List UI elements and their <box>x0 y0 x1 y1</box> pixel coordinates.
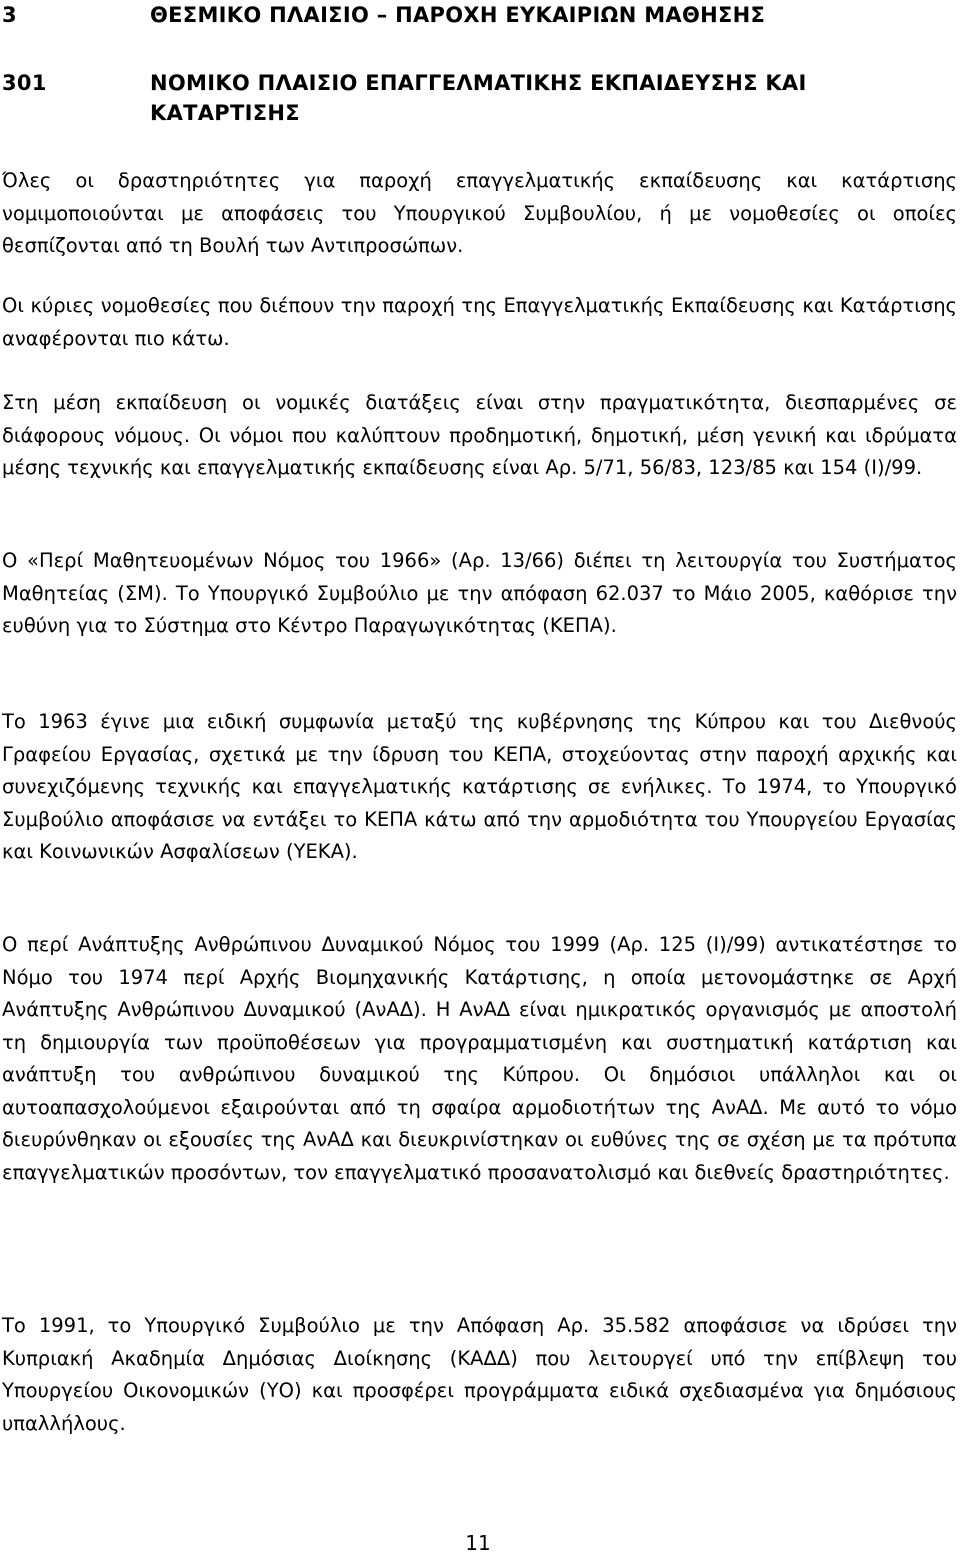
paragraph-legal-framework: Όλες οι δραστηριότητες για παροχή επαγγελματικής εκπαίδευσης και κατάρτισης νομιμοποιούνται με αποφάσεις του Υπουργικού Συμβουλίου, ή με νομοθεσίες οι οποίες θεσπίζονται από τη Βουλή των Αντιπροσώπων. <box>2 169 957 257</box>
paragraph-anad-law: Ο περί Ανάπτυξης Ανθρώπινου Δυναμικού Νόμος του 1999 (Αρ. 125 (Ι)/99) αντικατέστησε το Νόμο του 1974 περί Αρχής Βιομηχανικής Κατάρτισης, η οποία μετονομάστηκε σε Αρχή Ανάπτυξης Ανθρώπινου Δυναμικού (ΑνΑΔ). Η ΑνΑΔ είναι ημικρατικός οργανισμός με αποστολή τη δημιουργία των προϋποθέσεων για προγραμματισμένη και συστηματική κατάρτιση και ανάπτυξη του ανθρώπινου δυναμικού της Κύπρου. Οι δημόσιοι υπάλληλοι και οι αυτοαπασχολούμενοι εξαιρούνται από τη σφαίρα αρμοδιοτήτων της ΑνΑΔ. Με αυτό το νόμο διευρύνθηκαν οι εξουσίες της ΑνΑΔ και διευκρινίστηκαν οι ευθύνες της σε σχέση με τα πρότυπα επαγγελματικών προσόντων, τον επαγγελματικό προσανατολισμό και διεθνείς δραστηριότητες. <box>2 933 957 1184</box>
paragraph-main-legislation: Οι κύριες νομοθεσίες που διέπουν την παροχή της Επαγγελματικής Εκπαίδευσης και Κατάρτισης αναφέρονται πιο κάτω. <box>2 294 957 350</box>
paragraph-kepa-history: Το 1963 έγινε μια ειδική συμφωνία μεταξύ της κυβέρνησης της Κύπρου και του Διεθνούς Γραφείου Εργασίας, σχετικά με την ίδρυση του ΚΕΠΑ, στοχεύοντας στην παροχή αρχικής και συνεχιζόμενης τεχνικής και επαγγελματικής κατάρτισης σε ενήλικες. Το 1974, το Υπουργικό Συμβούλιο αποφάσισε να εντάξει το ΚΕΠΑ κάτω από την αρμοδιότητα του Υπουργείου Εργασίας και Κοινωνικών Ασφαλίσεων (ΥΕΚΑ). <box>2 710 957 863</box>
section-title-line-1: ΝΟΜΙΚΟ ΠΛΑΙΣΙΟ ΕΠΑΓΓΕΛΜΑΤΙΚΗΣ ΕΚΠΑΙΔΕΥΣΗΣ ΚΑΙ <box>150 71 807 95</box>
chapter-title: ΘΕΣΜΙΚΟ ΠΛΑΙΣΙΟ – ΠΑΡΟΧΗ ΕΥΚΑΙΡΙΩΝ ΜΑΘΗΣΗΣ <box>150 3 766 27</box>
section-title-line-2: ΚΑΤΑΡΤΙΣΗΣ <box>150 101 300 125</box>
page-number-text: 11 <box>465 1531 491 1555</box>
paragraph-apprenticeship-law: Ο «Περί Μαθητευομένων Νόμος του 1966» (Αρ. 13/66) διέπει τη λειτουργία του Συστήματος Μαθητείας (ΣΜ). Το Υπουργικό Συμβούλιο με την απόφαση 62.037 το Μάιο 2005, καθόρισε την ευθύνη για το Σύστημα στο Κέντρο Παραγωγικότητας (ΚΕΠΑ). <box>2 549 957 637</box>
paragraph-secondary-education: Στη μέση εκπαίδευση οι νομικές διατάξεις είναι στην πραγματικότητα, διεσπαρμένες σε διάφορους νόμους. Οι νόμοι που καλύπτουν προδημοτική, δημοτική, μέση γενική και ιδρύματα μέσης τεχνικής και επαγγελματικής εκπαίδευσης είναι Αρ. 5/71, 56/83, 123/85 και 154 (Ι)/99. <box>2 391 957 479</box>
section-number: 301 <box>2 71 47 95</box>
page-number <box>0 1530 960 1556</box>
paragraph-kadd: Το 1991, το Υπουργικό Συμβούλιο με την Απόφαση Αρ. 35.582 αποφάσισε να ιδρύσει την Κυπριακή Ακαδημία Δημόσιας Διοίκησης (ΚΑΔΔ) που λειτουργεί υπό την επίβλεψη του Υπουργείου Οικονομικών (ΥΟ) και προσφέρει προγράμματα ειδικά σχεδιασμένα για δημόσιους υπαλλήλους. <box>2 1314 957 1435</box>
chapter-number: 3 <box>2 3 17 27</box>
section-title <box>150 68 950 128</box>
